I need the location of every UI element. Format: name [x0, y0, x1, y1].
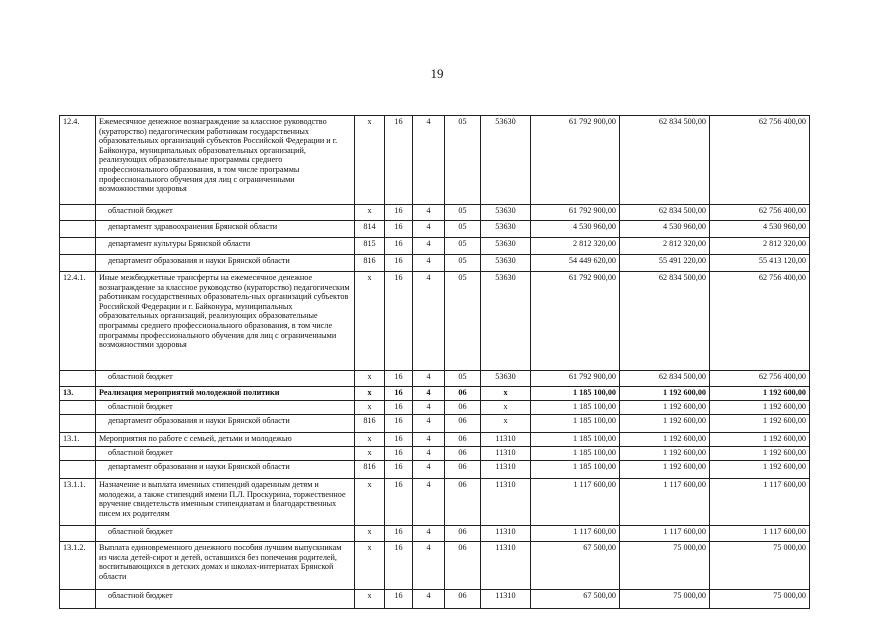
amount-year-2: 75 000,00 — [620, 542, 710, 590]
subprogram-code: 4 — [413, 447, 445, 461]
measure-code: 05 — [445, 116, 481, 205]
table-row — [60, 401, 810, 415]
target-article-code: 11310 — [481, 590, 531, 609]
subprogram-code: 4 — [413, 255, 445, 272]
target-article-code: 11310 — [481, 526, 531, 542]
amount-year-3: 1 192 600,00 — [710, 433, 810, 447]
program-code: 16 — [385, 238, 413, 255]
grbs-code: x — [355, 272, 385, 371]
subprogram-code: 4 — [413, 542, 445, 590]
amount-year-3: 62 756 400,00 — [710, 272, 810, 371]
grbs-code: x — [355, 116, 385, 205]
grbs-code: x — [355, 526, 385, 542]
row-number — [60, 415, 96, 433]
subprogram-code: 4 — [413, 221, 445, 238]
program-code: 16 — [385, 433, 413, 447]
amount-year-1: 2 812 320,00 — [531, 238, 620, 255]
row-description: департамент образования и науки Брянской области — [96, 415, 355, 433]
row-description: департамент образования и науки Брянской области — [96, 461, 355, 479]
row-description: Реализация мероприятий молодежной политики — [96, 387, 355, 401]
amount-year-3: 1 192 600,00 — [710, 461, 810, 479]
amount-year-1: 1 185 100,00 — [531, 415, 620, 433]
row-number — [60, 447, 96, 461]
program-code: 16 — [385, 479, 413, 526]
budget-table — [59, 115, 810, 609]
target-article-code: 11310 — [481, 447, 531, 461]
page-number: 19 — [430, 66, 444, 81]
target-article-code: 11310 — [481, 542, 531, 590]
amount-year-3: 1 192 600,00 — [710, 415, 810, 433]
amount-year-3: 1 117 600,00 — [710, 526, 810, 542]
amount-year-2: 62 834 500,00 — [620, 205, 710, 221]
program-code: 16 — [385, 205, 413, 221]
grbs-code: x — [355, 371, 385, 387]
row-number: 13.1.2. — [60, 542, 96, 590]
amount-year-2: 1 192 600,00 — [620, 447, 710, 461]
program-code: 16 — [385, 590, 413, 609]
amount-year-2: 4 530 960,00 — [620, 221, 710, 238]
amount-year-3: 1 192 600,00 — [710, 447, 810, 461]
target-article-code: 53630 — [481, 272, 531, 371]
measure-code: 06 — [445, 401, 481, 415]
table-row — [60, 238, 810, 255]
table-row — [60, 387, 810, 401]
amount-year-3: 1 192 600,00 — [710, 387, 810, 401]
program-code: 16 — [385, 461, 413, 479]
row-number — [60, 205, 96, 221]
amount-year-2: 75 000,00 — [620, 590, 710, 609]
amount-year-2: 62 834 500,00 — [620, 116, 710, 205]
row-description: областной бюджет — [96, 371, 355, 387]
row-number — [60, 590, 96, 609]
row-description: Иные межбюджетные трансферты на ежемесячное денежное вознаграждение за классное руководство (кураторство) педагогическим работникам государственных образователь-ных организаций субъектов Российской Федерации и г. Байконура, муниципальных образовательных организаций, реализующих образовательные программы среднего профессионального образования, в том числе программы профессионального обучения для лиц с ограниченными возможностями здоровья — [96, 272, 355, 371]
table-row — [60, 461, 810, 479]
table-row — [60, 221, 810, 238]
row-number — [60, 238, 96, 255]
target-article-code: x — [481, 387, 531, 401]
row-description: областной бюджет — [96, 590, 355, 609]
grbs-code: x — [355, 590, 385, 609]
target-article-code: 53630 — [481, 116, 531, 205]
target-article-code: 53630 — [481, 371, 531, 387]
amount-year-1: 61 792 900,00 — [531, 371, 620, 387]
row-number: 13.1. — [60, 433, 96, 447]
target-article-code: 11310 — [481, 479, 531, 526]
program-code: 16 — [385, 415, 413, 433]
row-description: Назначение и выплата именных стипендий одаренным детям и молодежи, а также стипендий имени П.Л. Проскурина, торжественное вручение свидетельств именным стипендиатам и благодарственных писем их родителям — [96, 479, 355, 526]
grbs-code: x — [355, 542, 385, 590]
amount-year-3: 75 000,00 — [710, 542, 810, 590]
amount-year-1: 61 792 900,00 — [531, 205, 620, 221]
row-number: 12.4. — [60, 116, 96, 205]
subprogram-code: 4 — [413, 433, 445, 447]
amount-year-2: 62 834 500,00 — [620, 272, 710, 371]
row-number — [60, 526, 96, 542]
subprogram-code: 4 — [413, 479, 445, 526]
target-article-code: 53630 — [481, 255, 531, 272]
row-description: Мероприятия по работе с семьей, детьми и молодежью — [96, 433, 355, 447]
measure-code: 05 — [445, 272, 481, 371]
amount-year-2: 55 491 220,00 — [620, 255, 710, 272]
row-number — [60, 255, 96, 272]
amount-year-3: 62 756 400,00 — [710, 371, 810, 387]
table-row — [60, 272, 810, 371]
row-description: Ежемесячное денежное вознаграждение за классное руководство (кураторство) педагогическим работникам государственных образовательных организаций субъектов Российской Федерации и г. Байконура, муниципальных образовательных организаций, реализующих образовательные программы среднего профессионального образования, в том числе программы профессионального обучения для лиц с ограниченными возможностями здоровья — [96, 116, 355, 205]
amount-year-3: 2 812 320,00 — [710, 238, 810, 255]
program-code: 16 — [385, 526, 413, 542]
program-code: 16 — [385, 116, 413, 205]
target-article-code: x — [481, 401, 531, 415]
target-article-code: x — [481, 415, 531, 433]
target-article-code: 11310 — [481, 461, 531, 479]
table-row — [60, 433, 810, 447]
measure-code: 05 — [445, 205, 481, 221]
measure-code: 06 — [445, 479, 481, 526]
program-code: 16 — [385, 387, 413, 401]
table-row — [60, 526, 810, 542]
subprogram-code: 4 — [413, 371, 445, 387]
target-article-code: 53630 — [481, 205, 531, 221]
grbs-code: 815 — [355, 238, 385, 255]
grbs-code: x — [355, 401, 385, 415]
subprogram-code: 4 — [413, 590, 445, 609]
grbs-code: x — [355, 479, 385, 526]
grbs-code: 816 — [355, 415, 385, 433]
program-code: 16 — [385, 447, 413, 461]
table-row — [60, 447, 810, 461]
amount-year-1: 67 500,00 — [531, 542, 620, 590]
measure-code: 06 — [445, 461, 481, 479]
row-number: 13.1.1. — [60, 479, 96, 526]
amount-year-2: 1 192 600,00 — [620, 461, 710, 479]
amount-year-3: 75 000,00 — [710, 590, 810, 609]
amount-year-1: 67 500,00 — [531, 590, 620, 609]
subprogram-code: 4 — [413, 415, 445, 433]
amount-year-1: 4 530 960,00 — [531, 221, 620, 238]
amount-year-1: 1 185 100,00 — [531, 433, 620, 447]
grbs-code: x — [355, 387, 385, 401]
amount-year-3: 62 756 400,00 — [710, 116, 810, 205]
row-number: 13. — [60, 387, 96, 401]
table-row — [60, 590, 810, 609]
measure-code: 06 — [445, 590, 481, 609]
amount-year-1: 1 185 100,00 — [531, 461, 620, 479]
amount-year-2: 2 812 320,00 — [620, 238, 710, 255]
program-code: 16 — [385, 371, 413, 387]
amount-year-1: 54 449 620,00 — [531, 255, 620, 272]
row-description: областной бюджет — [96, 526, 355, 542]
amount-year-2: 1 192 600,00 — [620, 401, 710, 415]
amount-year-2: 1 117 600,00 — [620, 526, 710, 542]
amount-year-3: 62 756 400,00 — [710, 205, 810, 221]
grbs-code: x — [355, 433, 385, 447]
amount-year-1: 1 185 100,00 — [531, 447, 620, 461]
measure-code: 06 — [445, 387, 481, 401]
row-description: областной бюджет — [96, 205, 355, 221]
program-code: 16 — [385, 401, 413, 415]
amount-year-3: 4 530 960,00 — [710, 221, 810, 238]
program-code: 16 — [385, 272, 413, 371]
table-row — [60, 255, 810, 272]
grbs-code: 816 — [355, 461, 385, 479]
amount-year-2: 1 192 600,00 — [620, 415, 710, 433]
table-row — [60, 116, 810, 205]
subprogram-code: 4 — [413, 461, 445, 479]
measure-code: 06 — [445, 526, 481, 542]
table-row — [60, 479, 810, 526]
table-row — [60, 542, 810, 590]
table-row — [60, 415, 810, 433]
row-description: областной бюджет — [96, 447, 355, 461]
grbs-code: x — [355, 447, 385, 461]
amount-year-2: 1 117 600,00 — [620, 479, 710, 526]
table-row — [60, 205, 810, 221]
amount-year-1: 1 117 600,00 — [531, 479, 620, 526]
amount-year-1: 61 792 900,00 — [531, 272, 620, 371]
subprogram-code: 4 — [413, 205, 445, 221]
row-description: Выплата единовременного денежного пособия лучшим выпускникам из числа детей-сирот и детей, оставшихся без попечения родителей, воспитывающихся в детских домах и школах-интернатах Брянской области — [96, 542, 355, 590]
amount-year-3: 1 192 600,00 — [710, 401, 810, 415]
measure-code: 06 — [445, 415, 481, 433]
subprogram-code: 4 — [413, 526, 445, 542]
program-code: 16 — [385, 255, 413, 272]
measure-code: 05 — [445, 371, 481, 387]
amount-year-1: 1 185 100,00 — [531, 401, 620, 415]
grbs-code: 814 — [355, 221, 385, 238]
table-row — [60, 371, 810, 387]
row-description: областной бюджет — [96, 401, 355, 415]
grbs-code: x — [355, 205, 385, 221]
row-description: департамент образования и науки Брянской области — [96, 255, 355, 272]
subprogram-code: 4 — [413, 387, 445, 401]
subprogram-code: 4 — [413, 272, 445, 371]
row-number — [60, 371, 96, 387]
target-article-code: 11310 — [481, 433, 531, 447]
amount-year-1: 61 792 900,00 — [531, 116, 620, 205]
amount-year-2: 1 192 600,00 — [620, 433, 710, 447]
measure-code: 06 — [445, 447, 481, 461]
measure-code: 06 — [445, 433, 481, 447]
measure-code: 05 — [445, 255, 481, 272]
subprogram-code: 4 — [413, 401, 445, 415]
measure-code: 05 — [445, 238, 481, 255]
measure-code: 05 — [445, 221, 481, 238]
subprogram-code: 4 — [413, 238, 445, 255]
amount-year-1: 1 185 100,00 — [531, 387, 620, 401]
amount-year-2: 62 834 500,00 — [620, 371, 710, 387]
target-article-code: 53630 — [481, 238, 531, 255]
row-description: департамент здравоохранения Брянской области — [96, 221, 355, 238]
target-article-code: 53630 — [481, 221, 531, 238]
amount-year-3: 55 413 120,00 — [710, 255, 810, 272]
program-code: 16 — [385, 542, 413, 590]
row-number: 12.4.1. — [60, 272, 96, 371]
amount-year-3: 1 117 600,00 — [710, 479, 810, 526]
row-description: департамент культуры Брянской области — [96, 238, 355, 255]
amount-year-1: 1 117 600,00 — [531, 526, 620, 542]
amount-year-2: 1 192 600,00 — [620, 387, 710, 401]
program-code: 16 — [385, 221, 413, 238]
subprogram-code: 4 — [413, 116, 445, 205]
grbs-code: 816 — [355, 255, 385, 272]
row-number — [60, 401, 96, 415]
row-number — [60, 461, 96, 479]
row-number — [60, 221, 96, 238]
measure-code: 06 — [445, 542, 481, 590]
